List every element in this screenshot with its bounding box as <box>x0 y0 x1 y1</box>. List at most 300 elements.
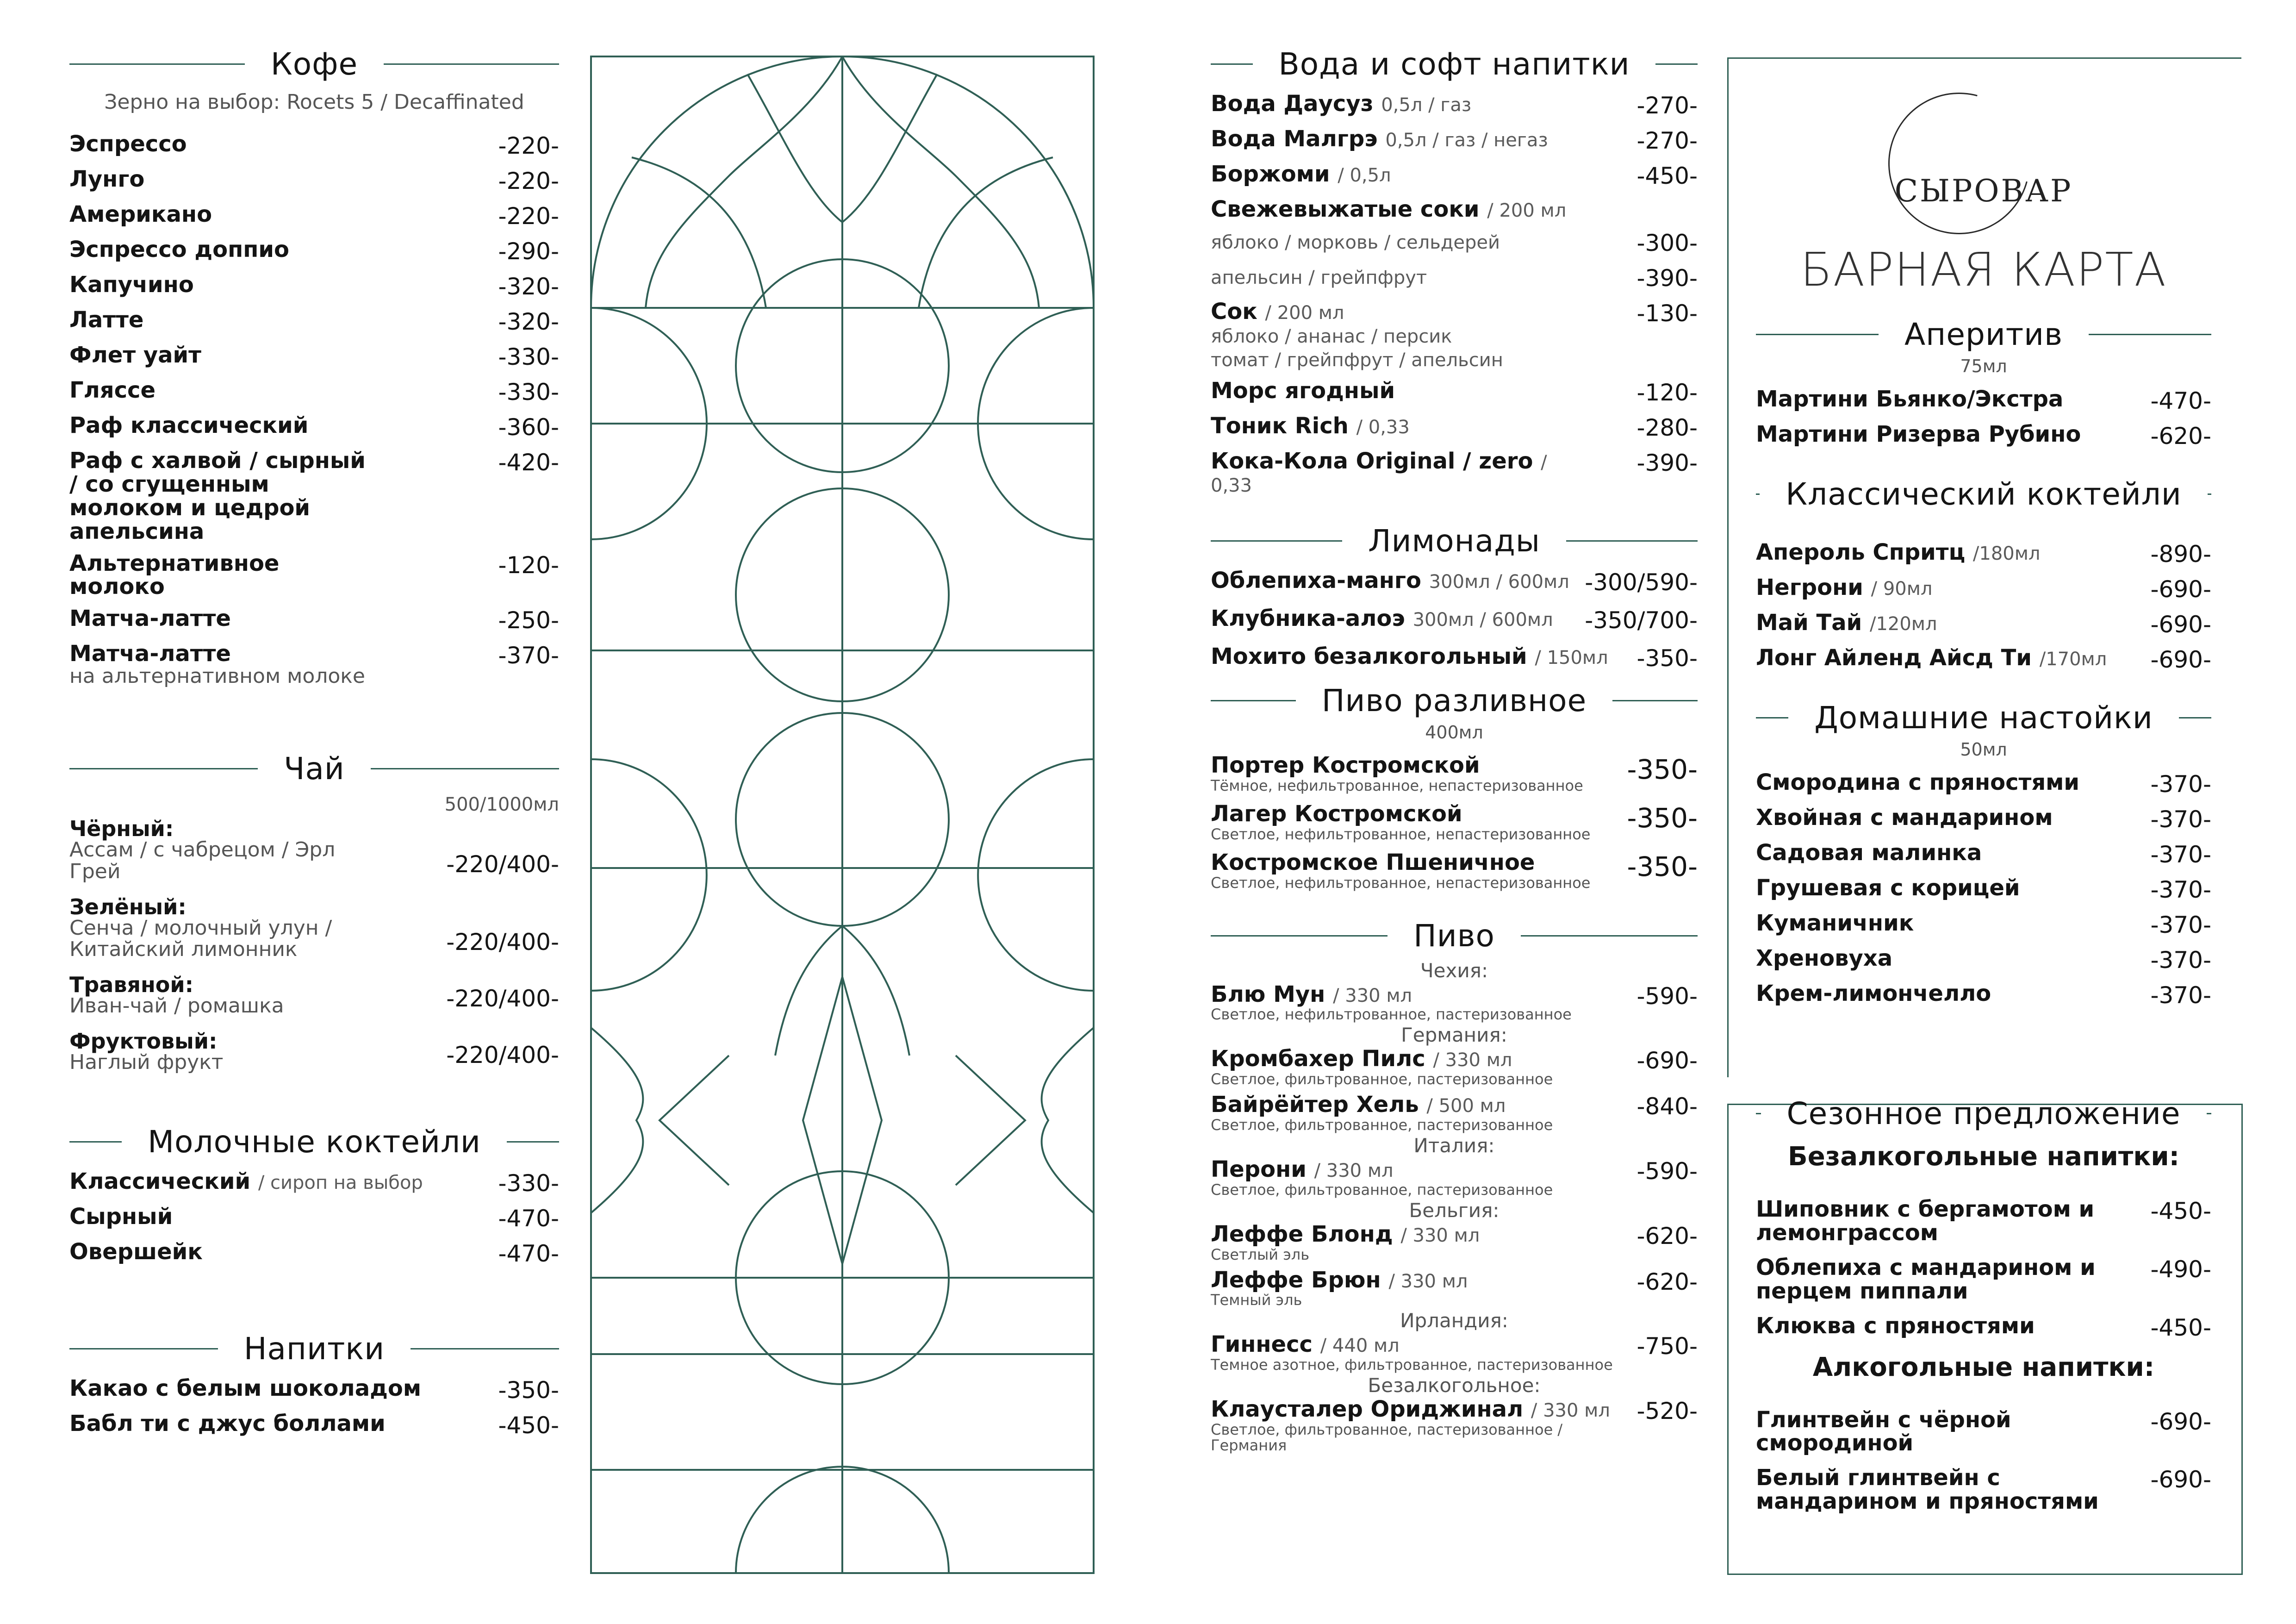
item-label: Клубника-алоэ <box>1211 606 1405 632</box>
milkshake-list <box>69 1170 559 1267</box>
item-price: -330- <box>498 379 559 406</box>
country-label: Германия: <box>1401 1024 1507 1047</box>
item-name <box>1756 387 2063 411</box>
item-name <box>69 1412 386 1436</box>
item-name <box>69 1170 423 1193</box>
item-price: -220/400- <box>446 1042 559 1069</box>
menu-item <box>1756 771 2211 798</box>
item-price: -690- <box>2150 1466 2211 1493</box>
item-desc: Светлый эль <box>1211 1245 1310 1263</box>
item-label: Мартини Ризерва Рубино <box>1756 421 2081 447</box>
item-name <box>1756 541 2041 564</box>
draft-beer-volume: 400мл <box>1425 722 1483 743</box>
item-label: Бабл ти с джус боллами <box>69 1411 386 1437</box>
item-name <box>1211 92 1471 116</box>
item-name <box>1211 414 1410 438</box>
item-price: -590- <box>1636 1157 1698 1185</box>
item-price: -250- <box>498 607 559 634</box>
item-desc: Тёмное, нефильтрованное, непастеризованное <box>1211 777 1583 795</box>
section-title: Пиво разливное <box>1321 683 1587 719</box>
item-label: Матча-латте <box>69 641 231 667</box>
menu-item <box>1211 162 1698 189</box>
item-sub: /120мл <box>1869 613 1937 635</box>
menu-item <box>1211 127 1698 154</box>
item-label: Крем-лимончелло <box>1756 981 1991 1006</box>
item-sub: апельсин / грейпфрут <box>1211 267 1427 288</box>
item-label: Лунго <box>69 166 145 192</box>
item-name <box>1756 1256 2108 1303</box>
item-label: Боржоми <box>1211 161 1330 187</box>
item-name <box>1756 947 1892 970</box>
item-price: -450- <box>1636 162 1698 189</box>
section-draft-beer <box>1211 683 1698 718</box>
item-price: -450- <box>2150 1314 2211 1341</box>
item-price: -450- <box>498 1412 559 1439</box>
item-price: -690- <box>2150 646 2211 673</box>
coffee-list <box>69 132 559 687</box>
tinctures-volume: 50мл <box>1960 739 2007 760</box>
menu-item <box>69 1412 559 1439</box>
item-desc: Темное азотное, фильтрованное, пастеризованное <box>1211 1356 1613 1374</box>
item-name <box>69 344 201 367</box>
menu-item <box>1756 1408 2211 1455</box>
item-price: -470- <box>498 1240 559 1268</box>
item-label: Альтернативное молоко <box>69 550 280 600</box>
item-label: Негрони <box>1756 575 1863 600</box>
item-name <box>1756 423 2081 446</box>
item-name <box>69 273 194 297</box>
item-price: -690- <box>1636 1047 1698 1074</box>
item-label: Гляссе <box>69 377 156 403</box>
item-name <box>69 1205 173 1229</box>
drinks-list <box>69 1377 559 1439</box>
menu-item <box>69 1205 559 1232</box>
item-price: -120- <box>498 551 559 579</box>
item-label: Блю Мун <box>1211 981 1325 1007</box>
item-label: Шиповник с бергамотом и лемонграссом <box>1756 1196 2095 1246</box>
menu-item <box>1211 983 1698 1023</box>
item-name <box>1756 1314 2035 1338</box>
item-price: -350- <box>1636 645 1698 672</box>
item-price: -350- <box>498 1377 559 1404</box>
item-line3: томат / грейпфрут / апельсин <box>1211 349 1503 371</box>
menu-item <box>1756 576 2211 603</box>
menu-item <box>69 132 559 159</box>
item-price: -300- <box>1636 229 1698 256</box>
menu-item <box>1211 569 1698 596</box>
item-sub: / 500 мл <box>1426 1095 1506 1117</box>
item-price: -840- <box>1636 1093 1698 1120</box>
section-water <box>1211 46 1698 82</box>
item-desc: Светлое, нефильтрованное, пастеризованное <box>1211 1006 1572 1024</box>
country-label: Ирландия: <box>1400 1309 1508 1332</box>
column-middle <box>1211 46 1698 1459</box>
item-name <box>1756 1408 2108 1455</box>
menu-item <box>1211 1398 1698 1454</box>
item-name <box>1211 127 1548 151</box>
item-label: Кромбахер Пилс <box>1211 1046 1425 1072</box>
item-price: -620- <box>1636 1268 1698 1295</box>
item-label: Эспрессо <box>69 131 187 157</box>
item-desc: Светлое, фильтрованное, пастеризованное <box>1211 1181 1553 1199</box>
tincture-list <box>1756 771 2211 1009</box>
item-name <box>1756 576 1933 600</box>
menu-item <box>69 273 559 300</box>
item-label: Матча-латте <box>69 606 231 632</box>
item-name <box>69 238 289 262</box>
item-label: Вода Даусуз <box>1211 91 1374 117</box>
item-label: Латте <box>69 307 144 333</box>
item-desc: Темный эль <box>1211 1291 1302 1309</box>
item-name <box>69 132 187 156</box>
item-price: -370- <box>2150 806 2211 833</box>
item-sub: / 200 мл <box>1265 302 1344 324</box>
item-price: -470- <box>2150 387 2211 414</box>
item-label: Кока-Кола Original / zero <box>1211 448 1533 474</box>
item-price: -370- <box>2150 876 2211 903</box>
item-name <box>1211 1047 1553 1087</box>
item-label: Тоник Rich <box>1211 412 1349 439</box>
menu-item <box>1211 645 1698 672</box>
seasonal-nonalc-list <box>1756 1198 2211 1341</box>
item-label: Куманичник <box>1756 910 1914 936</box>
menu-item <box>1211 300 1698 371</box>
menu-item <box>69 449 559 543</box>
item-name <box>1756 912 1914 935</box>
item-price: -450- <box>2150 1198 2211 1224</box>
menu-item <box>69 1377 559 1404</box>
seasonal-nonalc-title: Безалкогольные напитки: <box>1788 1142 2179 1172</box>
item-label: Чёрный: <box>69 816 174 842</box>
item-sub: / 0,5л <box>1338 165 1391 186</box>
menu-item <box>69 1170 559 1197</box>
section-milkshakes <box>69 1124 559 1160</box>
menu-item <box>1211 1223 1698 1263</box>
item-price: -390- <box>1636 264 1698 292</box>
item-name <box>1211 162 1391 186</box>
column-left <box>69 46 559 1447</box>
item-label: Эспрессо доппио <box>69 237 290 262</box>
item-name <box>1211 645 1608 668</box>
menu-item <box>1756 1314 2211 1341</box>
item-label: Раф с халвой / сырный / со сгущенным молоком и цедрой апельсина <box>69 448 366 544</box>
item-price: -470- <box>498 1205 559 1232</box>
logo-ring <box>1862 67 2056 260</box>
aperitif-volume: 75мл <box>1960 356 2007 376</box>
item-sub: 300мл / 600мл <box>1412 609 1553 631</box>
section-coffee <box>69 46 559 82</box>
item-price: -350- <box>1627 802 1698 834</box>
item-name <box>1211 379 1395 403</box>
item-name <box>69 974 284 1017</box>
item-label: Овершейк <box>69 1239 203 1265</box>
item-sub: / 330 мл <box>1433 1049 1512 1071</box>
item-label: Капучино <box>69 272 194 298</box>
item-label: Травяной: <box>69 972 194 998</box>
section-title: Молочные коктейли <box>148 1124 481 1160</box>
menu-item <box>69 414 559 441</box>
menu-item <box>1211 1158 1698 1198</box>
item-price: -370- <box>2150 947 2211 974</box>
item-sub: / 200 мл <box>1487 200 1567 221</box>
item-price: -220/400- <box>446 985 559 1012</box>
menu-item <box>69 642 559 687</box>
item-price: -330- <box>498 1170 559 1197</box>
item-price: -220/400- <box>446 929 559 956</box>
item-name <box>1211 851 1590 891</box>
menu-item <box>69 168 559 194</box>
item-sub: / 330 мл <box>1333 985 1412 1006</box>
item-label: Сырный <box>69 1204 173 1230</box>
item-price: -120- <box>1636 379 1698 406</box>
item-name <box>1756 806 2053 830</box>
item-label: Вода Малгрэ <box>1211 126 1378 152</box>
item-name <box>69 552 366 599</box>
item-name <box>69 642 365 687</box>
menu-item <box>1756 982 2211 1009</box>
section-title: Аперитив <box>1904 317 2063 352</box>
item-name <box>1211 265 1427 288</box>
item-sub: /180мл <box>1972 543 2041 564</box>
menu-item <box>1211 1093 1698 1133</box>
item-sub: / 330 мл <box>1388 1270 1468 1292</box>
logo <box>1727 57 2240 317</box>
item-label: Зелёный: <box>69 894 187 919</box>
item-name <box>1211 1223 1480 1263</box>
item-label: Морс ягодный <box>1211 377 1395 404</box>
menu-item <box>1756 423 2211 450</box>
item-label: Хреновуха <box>1756 945 1893 971</box>
item-sub: Ассам / с чабрецом / Эрл Грей <box>69 838 336 883</box>
item-label: Перони <box>1211 1156 1307 1182</box>
item-label: Костромское Пшеничное <box>1211 849 1535 875</box>
item-label: Смородина с пряностями <box>1756 769 2080 795</box>
item-price: -620- <box>1636 1222 1698 1249</box>
item-label: Лагер Костромской <box>1211 801 1462 827</box>
item-label: Какао с белым шоколадом <box>69 1375 422 1402</box>
menu-item <box>69 552 559 599</box>
item-name <box>1756 841 1982 865</box>
menu-item <box>69 607 559 634</box>
item-name <box>69 1240 203 1264</box>
item-name <box>69 379 156 402</box>
item-sub: / сироп на выбор <box>258 1172 423 1194</box>
item-price: -520- <box>1636 1398 1698 1425</box>
item-name <box>69 203 212 226</box>
item-label: Свежевыжатые соки <box>1211 196 1480 222</box>
menu-item <box>1211 851 1698 891</box>
section-tinctures <box>1756 700 2211 736</box>
item-sub: 0,5л / газ <box>1381 94 1472 116</box>
item-sub: / 330 мл <box>1314 1160 1394 1181</box>
section-beer <box>1211 918 1698 954</box>
item-sub: на альтернативном молоке <box>69 664 365 688</box>
menu-item <box>1756 387 2211 414</box>
item-price: -690- <box>2150 576 2211 603</box>
country-label: Безалкогольное: <box>1368 1374 1541 1397</box>
menu-item <box>1211 198 1698 221</box>
item-name <box>1211 754 1583 794</box>
item-price: -220/400- <box>446 850 559 878</box>
item-price: -390- <box>1636 449 1698 476</box>
item-name <box>1211 300 1503 371</box>
item-name <box>1211 198 1566 221</box>
country-label: Италия: <box>1413 1134 1495 1157</box>
item-name <box>1756 876 2020 900</box>
item-label: Садовая малинка <box>1756 840 1982 866</box>
item-name <box>69 1377 421 1400</box>
country-label: Бельгия: <box>1409 1199 1500 1222</box>
menu-item <box>1756 646 2211 673</box>
menu-item <box>1211 802 1698 843</box>
item-name <box>69 168 144 191</box>
item-price: -270- <box>1636 127 1698 154</box>
item-price: -590- <box>1636 982 1698 1010</box>
menu-item <box>1756 912 2211 938</box>
item-label: Фруктовый: <box>69 1029 218 1054</box>
section-title: Классический коктейли <box>1786 476 2182 512</box>
item-label: Облепиха с мандарином и перцем пиппали <box>1756 1254 2096 1304</box>
item-sub: / 0,33 <box>1211 451 1547 497</box>
item-price: -220- <box>498 203 559 230</box>
item-price: -350- <box>1627 754 1698 786</box>
item-name <box>69 1031 223 1073</box>
item-name <box>1211 450 1590 497</box>
tea-item <box>69 818 559 882</box>
item-desc: Светлое, нефильтрованное, непастеризованное <box>1211 825 1591 843</box>
section-title: Чай <box>284 751 345 787</box>
item-price: -370- <box>498 642 559 669</box>
section-title: Вода и софт напитки <box>1278 46 1630 82</box>
water-list <box>1211 92 1698 496</box>
item-label: Сок <box>1211 298 1257 325</box>
item-label: Хвойная с мандарином <box>1756 805 2053 831</box>
item-line2: яблоко / ананас / персик <box>1211 325 1452 347</box>
item-name <box>1211 1158 1553 1198</box>
item-sub: Иван-чай / ромашка <box>69 994 284 1018</box>
section-cocktails <box>1756 476 2211 512</box>
item-sub: / 330 мл <box>1531 1400 1610 1422</box>
section-title: Пиво <box>1413 918 1495 954</box>
menu-item <box>1211 450 1698 497</box>
item-label: Май Тай <box>1756 610 1862 636</box>
ornament-panel <box>590 56 1095 1574</box>
item-desc: Светлое, фильтрованное, пастеризованное / Германия <box>1211 1420 1563 1454</box>
item-name <box>69 449 366 543</box>
item-name <box>1211 607 1553 631</box>
tea-volume: 500/1000мл <box>444 794 559 816</box>
seasonal-alc-list <box>1756 1408 2211 1514</box>
item-price: -690- <box>2150 1408 2211 1435</box>
draft-beer-list <box>1211 754 1698 891</box>
item-label: Флет уайт <box>69 342 201 368</box>
item-label: Грушевая с корицей <box>1756 875 2020 901</box>
section-title: Домашние настойки <box>1814 700 2153 736</box>
item-label: Мартини Бьянко/Экстра <box>1756 386 2064 412</box>
lemonade-list <box>1211 569 1698 672</box>
item-name <box>1211 230 1500 253</box>
menu-item <box>1756 1466 2211 1513</box>
item-price: -270- <box>1636 92 1698 119</box>
item-desc: Светлое, фильтрованное, пастеризованное <box>1211 1070 1553 1088</box>
section-drinks <box>69 1331 559 1367</box>
section-title: Кофе <box>270 46 358 82</box>
item-name <box>1211 983 1572 1023</box>
item-label: Мохито безалкогольный <box>1211 643 1527 670</box>
item-price: -350/700- <box>1585 607 1698 634</box>
item-label: Байрёйтер Хель <box>1211 1092 1419 1118</box>
item-name <box>69 896 356 960</box>
section-seasonal <box>1756 1096 2211 1131</box>
menu-item <box>1211 92 1698 119</box>
item-label: Раф классический <box>69 412 309 438</box>
menu-item <box>1211 607 1698 634</box>
menu-item <box>1756 611 2211 638</box>
item-price: -300/590- <box>1585 569 1698 596</box>
item-price: -130- <box>1636 300 1698 327</box>
item-label: Глинтвейн с чёрной смородиной <box>1756 1406 2011 1456</box>
item-price: -350- <box>1627 850 1698 882</box>
item-price: -690- <box>2150 611 2211 638</box>
item-sub: Наглый фрукт <box>69 1050 224 1074</box>
menu-item <box>1211 1047 1698 1087</box>
menu-item <box>1211 1333 1698 1373</box>
tea-item <box>69 896 559 960</box>
menu-item <box>1756 1256 2211 1303</box>
item-label: Классический <box>69 1168 251 1195</box>
item-price: -290- <box>498 238 559 265</box>
item-name <box>1756 1198 2108 1245</box>
menu-item <box>1211 1268 1698 1309</box>
item-sub: / 90мл <box>1871 578 1933 600</box>
item-price: -420- <box>498 449 559 476</box>
cocktail-list <box>1756 541 2211 673</box>
menu-item <box>1756 1198 2211 1245</box>
menu-item <box>1211 754 1698 794</box>
item-price: -220- <box>498 168 559 194</box>
item-name <box>1756 771 2079 794</box>
item-price: -370- <box>2150 912 2211 938</box>
item-price: -330- <box>498 344 559 370</box>
item-price: -320- <box>498 273 559 300</box>
tea-list <box>69 818 559 1073</box>
item-label: Лонг Айленд Айсд Ти <box>1756 645 2032 671</box>
menu-item <box>1211 414 1698 441</box>
aperitif-list <box>1756 387 2211 450</box>
item-name <box>1756 646 2107 670</box>
item-price: -490- <box>2150 1255 2211 1283</box>
item-price: -370- <box>2150 771 2211 798</box>
item-desc: Светлое, нефильтрованное, непастеризованное <box>1211 874 1591 892</box>
item-price: -620- <box>2150 423 2211 450</box>
section-title: Лимонады <box>1368 523 1541 559</box>
beer-list <box>1211 959 1698 1454</box>
page-title: БАРНАЯ КАРТА <box>1800 243 2167 297</box>
menu-item <box>69 344 559 370</box>
section-aperitif <box>1756 317 2211 352</box>
item-label: Леффе Брюн <box>1211 1267 1381 1293</box>
item-sub: / 150мл <box>1535 647 1608 669</box>
section-lemonades <box>1211 523 1698 559</box>
menu-item <box>1756 806 2211 833</box>
menu-item <box>1756 541 2211 568</box>
item-sub: / 440 мл <box>1320 1335 1400 1357</box>
item-name <box>1211 1268 1468 1309</box>
item-name <box>1211 1398 1627 1454</box>
item-label: Белый глинтвейн с мандарином и пряностями <box>1756 1465 2099 1515</box>
item-label: Клюква с пряностями <box>1756 1312 2035 1339</box>
item-label: Клаусталер Ориджинал <box>1211 1396 1524 1423</box>
